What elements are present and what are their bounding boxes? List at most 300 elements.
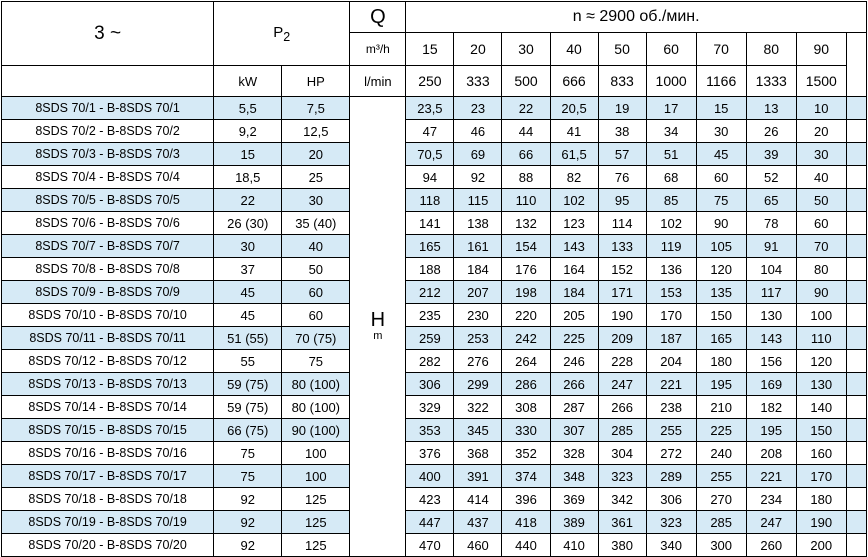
cell-head-1: 253	[454, 327, 502, 350]
cell-head-1: 230	[454, 304, 502, 327]
cell-head-0: 282	[406, 350, 454, 373]
cell-head-4: 361	[598, 511, 646, 534]
flow-m3h-2: 30	[502, 33, 550, 66]
cell-head-3: 41	[550, 120, 598, 143]
cell-spacer	[846, 189, 866, 212]
cell-head-2: 308	[502, 396, 550, 419]
cell-power-kw: 75	[214, 465, 282, 488]
cell-head-5: 68	[646, 166, 696, 189]
cell-head-1: 345	[454, 419, 502, 442]
cell-head-7: 78	[746, 212, 796, 235]
cell-head-3: 369	[550, 488, 598, 511]
cell-head-3: 102	[550, 189, 598, 212]
cell-head-7: 247	[746, 511, 796, 534]
unit-m3h: m³/h	[350, 33, 406, 66]
cell-head-4: 133	[598, 235, 646, 258]
cell-head-7: 221	[746, 465, 796, 488]
cell-head-0: 165	[406, 235, 454, 258]
cell-head-0: 141	[406, 212, 454, 235]
header-row-flow-lmin	[2, 66, 867, 97]
cell-spacer	[846, 396, 866, 419]
cell-head-3: 123	[550, 212, 598, 235]
cell-head-1: 276	[454, 350, 502, 373]
cell-head-6: 165	[696, 327, 746, 350]
cell-head-4: 323	[598, 465, 646, 488]
cell-head-4: 266	[598, 396, 646, 419]
cell-head-0: 306	[406, 373, 454, 396]
cell-head-2: 132	[502, 212, 550, 235]
cell-model: 8SDS 70/12 - B-8SDS 70/12	[2, 350, 214, 373]
cell-head-3: 20,5	[550, 97, 598, 120]
cell-head-2: 22	[502, 97, 550, 120]
cell-power-kw: 22	[214, 189, 282, 212]
cell-head-2: 220	[502, 304, 550, 327]
cell-power-kw: 55	[214, 350, 282, 373]
cell-head-7: 26	[746, 120, 796, 143]
cell-power-hp: 125	[282, 488, 350, 511]
flow-lmin-4: 833	[598, 66, 646, 97]
cell-head-3: 348	[550, 465, 598, 488]
cell-head-4: 19	[598, 97, 646, 120]
cell-spacer	[846, 304, 866, 327]
cell-head-2: 88	[502, 166, 550, 189]
cell-head-1: 161	[454, 235, 502, 258]
cell-head-1: 437	[454, 511, 502, 534]
header-phase: 3 ~	[2, 2, 214, 66]
cell-head-5: 17	[646, 97, 696, 120]
cell-spacer	[846, 350, 866, 373]
table-row	[2, 143, 867, 166]
cell-model: 8SDS 70/4 - B-8SDS 70/4	[2, 166, 214, 189]
cell-head-0: 94	[406, 166, 454, 189]
table-row	[2, 120, 867, 143]
cell-head-1: 138	[454, 212, 502, 235]
header-row-top	[2, 2, 867, 33]
cell-head-5: 272	[646, 442, 696, 465]
flow-lmin-0: 250	[406, 66, 454, 97]
table-row	[2, 212, 867, 235]
cell-head-5: 204	[646, 350, 696, 373]
header-spacer-cell	[846, 33, 866, 97]
header-blank-left	[2, 66, 214, 97]
cell-model: 8SDS 70/5 - B-8SDS 70/5	[2, 189, 214, 212]
cell-head-0: 329	[406, 396, 454, 419]
table-row	[2, 534, 867, 557]
flow-m3h-7: 80	[746, 33, 796, 66]
cell-head-8: 30	[796, 143, 846, 166]
cell-head-2: 396	[502, 488, 550, 511]
table-row	[2, 327, 867, 350]
cell-spacer	[846, 465, 866, 488]
cell-head-0: 400	[406, 465, 454, 488]
cell-spacer	[846, 258, 866, 281]
cell-head-0: 376	[406, 442, 454, 465]
cell-head-3: 410	[550, 534, 598, 557]
cell-power-hp: 20	[282, 143, 350, 166]
pump-performance-table	[1, 1, 867, 557]
cell-head-3: 307	[550, 419, 598, 442]
cell-power-kw: 9,2	[214, 120, 282, 143]
cell-head-4: 190	[598, 304, 646, 327]
cell-spacer	[846, 143, 866, 166]
cell-spacer	[846, 235, 866, 258]
cell-head-1: 391	[454, 465, 502, 488]
cell-spacer	[846, 281, 866, 304]
header-speed: n ≈ 2900 об./мин.	[406, 2, 867, 33]
cell-model: 8SDS 70/13 - B-8SDS 70/13	[2, 373, 214, 396]
cell-spacer	[846, 488, 866, 511]
cell-head-7: 13	[746, 97, 796, 120]
cell-head-7: 39	[746, 143, 796, 166]
cell-power-hp: 125	[282, 511, 350, 534]
cell-head-0: 447	[406, 511, 454, 534]
cell-power-hp: 7,5	[282, 97, 350, 120]
cell-head-2: 176	[502, 258, 550, 281]
cell-head-4: 57	[598, 143, 646, 166]
cell-head-1: 69	[454, 143, 502, 166]
cell-head-7: 234	[746, 488, 796, 511]
cell-head-8: 10	[796, 97, 846, 120]
cell-head-5: 340	[646, 534, 696, 557]
cell-head-5: 306	[646, 488, 696, 511]
cell-head-1: 23	[454, 97, 502, 120]
cell-head-5: 323	[646, 511, 696, 534]
cell-head-0: 47	[406, 120, 454, 143]
flow-m3h-1: 20	[454, 33, 502, 66]
cell-head-2: 198	[502, 281, 550, 304]
cell-head-8: 140	[796, 396, 846, 419]
cell-model: 8SDS 70/14 - B-8SDS 70/14	[2, 396, 214, 419]
cell-head-5: 85	[646, 189, 696, 212]
cell-head-6: 195	[696, 373, 746, 396]
cell-head-6: 255	[696, 465, 746, 488]
cell-head-5: 170	[646, 304, 696, 327]
cell-head-1: 46	[454, 120, 502, 143]
cell-head-2: 352	[502, 442, 550, 465]
table-row	[2, 189, 867, 212]
cell-head-4: 76	[598, 166, 646, 189]
cell-power-hp: 25	[282, 166, 350, 189]
cell-head-8: 50	[796, 189, 846, 212]
cell-head-8: 100	[796, 304, 846, 327]
unit-hp: HP	[282, 66, 350, 97]
cell-head-6: 180	[696, 350, 746, 373]
cell-power-hp: 80 (100)	[282, 396, 350, 419]
unit-kw: kW	[214, 66, 282, 97]
cell-head-6: 225	[696, 419, 746, 442]
cell-head-7: 143	[746, 327, 796, 350]
cell-head-5: 289	[646, 465, 696, 488]
cell-head-8: 160	[796, 442, 846, 465]
cell-head-0: 23,5	[406, 97, 454, 120]
cell-model: 8SDS 70/18 - B-8SDS 70/18	[2, 488, 214, 511]
cell-head-2: 264	[502, 350, 550, 373]
cell-head-4: 95	[598, 189, 646, 212]
cell-head-0: 212	[406, 281, 454, 304]
cell-power-hp: 70 (75)	[282, 327, 350, 350]
table-row	[2, 235, 867, 258]
cell-model: 8SDS 70/19 - B-8SDS 70/19	[2, 511, 214, 534]
cell-head-5: 34	[646, 120, 696, 143]
cell-head-2: 418	[502, 511, 550, 534]
cell-head-7: 104	[746, 258, 796, 281]
cell-head-0: 70,5	[406, 143, 454, 166]
cell-head-0: 353	[406, 419, 454, 442]
cell-head-1: 460	[454, 534, 502, 557]
cell-head-5: 238	[646, 396, 696, 419]
cell-head-8: 180	[796, 488, 846, 511]
cell-head-6: 210	[696, 396, 746, 419]
table-header	[2, 2, 867, 97]
cell-model: 8SDS 70/9 - B-8SDS 70/9	[2, 281, 214, 304]
cell-power-hp: 80 (100)	[282, 373, 350, 396]
cell-head-0: 188	[406, 258, 454, 281]
cell-head-6: 90	[696, 212, 746, 235]
cell-head-8: 190	[796, 511, 846, 534]
cell-power-kw: 75	[214, 442, 282, 465]
cell-head-7: 52	[746, 166, 796, 189]
cell-model: 8SDS 70/17 - B-8SDS 70/17	[2, 465, 214, 488]
cell-head-5: 187	[646, 327, 696, 350]
cell-head-8: 70	[796, 235, 846, 258]
flow-m3h-0: 15	[406, 33, 454, 66]
cell-power-kw: 59 (75)	[214, 373, 282, 396]
cell-head-2: 154	[502, 235, 550, 258]
cell-spacer	[846, 120, 866, 143]
cell-head-6: 240	[696, 442, 746, 465]
cell-power-hp: 50	[282, 258, 350, 281]
cell-power-kw: 5,5	[214, 97, 282, 120]
cell-power-hp: 90 (100)	[282, 419, 350, 442]
cell-head-6: 45	[696, 143, 746, 166]
cell-spacer	[846, 419, 866, 442]
cell-head-7: 260	[746, 534, 796, 557]
cell-model: 8SDS 70/7 - B-8SDS 70/7	[2, 235, 214, 258]
cell-head-2: 286	[502, 373, 550, 396]
cell-head-3: 184	[550, 281, 598, 304]
cell-head-2: 440	[502, 534, 550, 557]
head-unit-m: m	[373, 330, 383, 343]
cell-head-1: 115	[454, 189, 502, 212]
cell-head-3: 389	[550, 511, 598, 534]
cell-spacer	[846, 511, 866, 534]
cell-model: 8SDS 70/15 - B-8SDS 70/15	[2, 419, 214, 442]
cell-head-5: 255	[646, 419, 696, 442]
cell-power-hp: 30	[282, 189, 350, 212]
cell-head-8: 120	[796, 350, 846, 373]
cell-head-2: 374	[502, 465, 550, 488]
cell-head-4: 304	[598, 442, 646, 465]
flow-m3h-6: 70	[696, 33, 746, 66]
table-row	[2, 419, 867, 442]
cell-head-2: 242	[502, 327, 550, 350]
cell-head-3: 246	[550, 350, 598, 373]
cell-head-0: 259	[406, 327, 454, 350]
cell-power-kw: 26 (30)	[214, 212, 282, 235]
cell-head-7: 156	[746, 350, 796, 373]
pump-performance-sheet	[0, 1, 868, 553]
table-row	[2, 396, 867, 419]
flow-lmin-8: 1500	[796, 66, 846, 97]
cell-head-0: 470	[406, 534, 454, 557]
cell-spacer	[846, 97, 866, 120]
table-row	[2, 488, 867, 511]
table-row	[2, 350, 867, 373]
table-row	[2, 304, 867, 327]
flow-lmin-2: 500	[502, 66, 550, 97]
cell-spacer	[846, 166, 866, 189]
cell-head-3: 61,5	[550, 143, 598, 166]
cell-head-1: 299	[454, 373, 502, 396]
cell-head-3: 143	[550, 235, 598, 258]
cell-head-8: 170	[796, 465, 846, 488]
cell-power-kw: 37	[214, 258, 282, 281]
cell-head-6: 75	[696, 189, 746, 212]
cell-head-4: 209	[598, 327, 646, 350]
head-letter: H	[370, 309, 386, 332]
cell-head-3: 287	[550, 396, 598, 419]
cell-power-hp: 75	[282, 350, 350, 373]
cell-head-6: 120	[696, 258, 746, 281]
table-row	[2, 465, 867, 488]
cell-power-kw: 30	[214, 235, 282, 258]
cell-power-kw: 66 (75)	[214, 419, 282, 442]
cell-head-5: 153	[646, 281, 696, 304]
flow-lmin-5: 1000	[646, 66, 696, 97]
cell-power-kw: 92	[214, 534, 282, 557]
cell-model: 8SDS 70/16 - B-8SDS 70/16	[2, 442, 214, 465]
cell-power-hp: 100	[282, 465, 350, 488]
cell-power-kw: 92	[214, 488, 282, 511]
cell-head-0: 118	[406, 189, 454, 212]
cell-model: 8SDS 70/8 - B-8SDS 70/8	[2, 258, 214, 281]
cell-spacer	[846, 373, 866, 396]
cell-power-kw: 92	[214, 511, 282, 534]
flow-m3h-4: 50	[598, 33, 646, 66]
header-p2: $P_2$	[214, 2, 350, 66]
table-row	[2, 166, 867, 189]
cell-head-3: 328	[550, 442, 598, 465]
cell-spacer	[846, 327, 866, 350]
cell-head-7: 117	[746, 281, 796, 304]
cell-head-2: 110	[502, 189, 550, 212]
cell-head-6: 30	[696, 120, 746, 143]
table-body	[2, 97, 867, 557]
cell-head-2: 44	[502, 120, 550, 143]
cell-head-6: 135	[696, 281, 746, 304]
cell-head-8: 150	[796, 419, 846, 442]
cell-head-7: 195	[746, 419, 796, 442]
cell-head-7: 208	[746, 442, 796, 465]
cell-model: 8SDS 70/3 - B-8SDS 70/3	[2, 143, 214, 166]
cell-spacer	[846, 212, 866, 235]
cell-model: 8SDS 70/1 - B-8SDS 70/1	[2, 97, 214, 120]
cell-head-4: 38	[598, 120, 646, 143]
cell-head-8: 200	[796, 534, 846, 557]
cell-power-hp: 60	[282, 281, 350, 304]
cell-power-kw: 45	[214, 281, 282, 304]
cell-power-kw: 51 (55)	[214, 327, 282, 350]
cell-power-hp: 12,5	[282, 120, 350, 143]
cell-model: 8SDS 70/11 - B-8SDS 70/11	[2, 327, 214, 350]
table-row	[2, 281, 867, 304]
cell-head-8: 20	[796, 120, 846, 143]
table-row	[2, 511, 867, 534]
cell-head-3: 205	[550, 304, 598, 327]
cell-head-6: 270	[696, 488, 746, 511]
flow-lmin-1: 333	[454, 66, 502, 97]
cell-head-6: 150	[696, 304, 746, 327]
cell-spacer	[846, 534, 866, 557]
cell-power-hp: 40	[282, 235, 350, 258]
cell-head-7: 182	[746, 396, 796, 419]
cell-head-3: 82	[550, 166, 598, 189]
table-row	[2, 258, 867, 281]
cell-power-kw: 45	[214, 304, 282, 327]
cell-head-1: 322	[454, 396, 502, 419]
cell-model: 8SDS 70/2 - B-8SDS 70/2	[2, 120, 214, 143]
cell-power-kw: 18,5	[214, 166, 282, 189]
cell-head-4: 247	[598, 373, 646, 396]
cell-head-5: 51	[646, 143, 696, 166]
cell-power-hp: 125	[282, 534, 350, 557]
cell-head-4: 171	[598, 281, 646, 304]
cell-head-6: 300	[696, 534, 746, 557]
table-row	[2, 373, 867, 396]
cell-head-4: 342	[598, 488, 646, 511]
flow-lmin-3: 666	[550, 66, 598, 97]
cell-head-1: 184	[454, 258, 502, 281]
cell-model: 8SDS 70/20 - B-8SDS 70/20	[2, 534, 214, 557]
flow-m3h-3: 40	[550, 33, 598, 66]
cell-head-3: 164	[550, 258, 598, 281]
cell-model: 8SDS 70/6 - B-8SDS 70/6	[2, 212, 214, 235]
flow-m3h-8: 90	[796, 33, 846, 66]
cell-head-1: 92	[454, 166, 502, 189]
cell-head-5: 119	[646, 235, 696, 258]
header-head-unit	[350, 97, 406, 557]
flow-lmin-6: 1166	[696, 66, 746, 97]
cell-head-8: 40	[796, 166, 846, 189]
cell-head-8: 110	[796, 327, 846, 350]
cell-power-hp: 35 (40)	[282, 212, 350, 235]
unit-lmin: l/min	[350, 66, 406, 97]
cell-power-kw: 59 (75)	[214, 396, 282, 419]
flow-m3h-5: 60	[646, 33, 696, 66]
header-q: Q	[350, 2, 406, 33]
cell-head-1: 368	[454, 442, 502, 465]
cell-head-5: 221	[646, 373, 696, 396]
cell-head-5: 136	[646, 258, 696, 281]
table-row	[2, 97, 867, 120]
cell-head-6: 105	[696, 235, 746, 258]
cell-head-0: 423	[406, 488, 454, 511]
cell-power-hp: 100	[282, 442, 350, 465]
cell-head-5: 102	[646, 212, 696, 235]
cell-head-0: 235	[406, 304, 454, 327]
cell-head-6: 60	[696, 166, 746, 189]
cell-spacer	[846, 442, 866, 465]
cell-head-6: 15	[696, 97, 746, 120]
cell-head-3: 225	[550, 327, 598, 350]
table-row	[2, 442, 867, 465]
cell-head-6: 285	[696, 511, 746, 534]
cell-power-hp: 60	[282, 304, 350, 327]
cell-model: 8SDS 70/10 - B-8SDS 70/10	[2, 304, 214, 327]
cell-head-8: 130	[796, 373, 846, 396]
cell-head-1: 207	[454, 281, 502, 304]
cell-head-4: 285	[598, 419, 646, 442]
